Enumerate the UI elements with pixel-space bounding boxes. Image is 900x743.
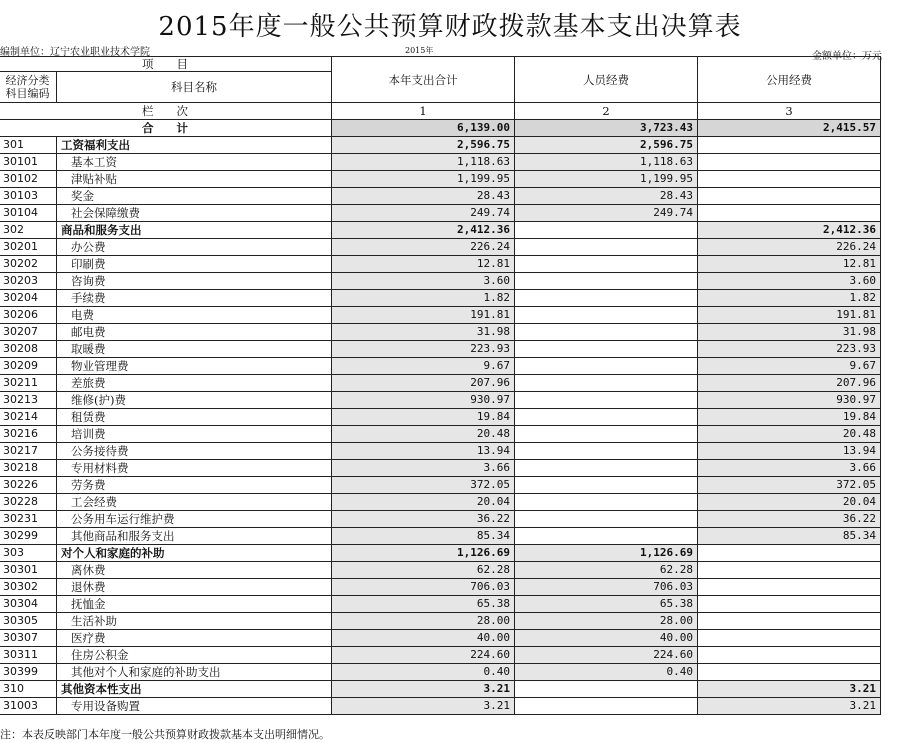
- row-subject-name: 工会经费: [57, 494, 332, 511]
- row-public: 31.98: [698, 324, 881, 341]
- row-personnel: 2,596.75: [515, 137, 698, 154]
- budget-table: [0, 56, 881, 715]
- row-code: 30216: [0, 426, 57, 443]
- column-number-row: [0, 103, 881, 120]
- column-number-3: 3: [698, 103, 881, 120]
- table-row: [0, 273, 881, 290]
- row-subject-name: 差旅费: [57, 375, 332, 392]
- table-row: [0, 613, 881, 630]
- row-code: 30301: [0, 562, 57, 579]
- personnel-header: 人员经费: [515, 57, 698, 103]
- row-total: 0.40: [332, 664, 515, 681]
- row-personnel: [515, 375, 698, 392]
- row-subject-name: 生活补助: [57, 613, 332, 630]
- row-total: 85.34: [332, 528, 515, 545]
- row-subject-name: 对个人和家庭的补助: [57, 545, 332, 562]
- table-row: [0, 154, 881, 171]
- row-total: 62.28: [332, 562, 515, 579]
- row-personnel: 224.60: [515, 647, 698, 664]
- row-personnel: [515, 290, 698, 307]
- row-subject-name: 维修(护)费: [57, 392, 332, 409]
- row-public: [698, 205, 881, 222]
- row-total: 1.82: [332, 290, 515, 307]
- row-personnel: [515, 426, 698, 443]
- row-public: 930.97: [698, 392, 881, 409]
- row-public: 3.21: [698, 698, 881, 715]
- table-row: [0, 562, 881, 579]
- table-row: [0, 256, 881, 273]
- row-public: [698, 562, 881, 579]
- row-total: 249.74: [332, 205, 515, 222]
- row-total: 706.03: [332, 579, 515, 596]
- row-public: 20.48: [698, 426, 881, 443]
- row-total: 930.97: [332, 392, 515, 409]
- table-row: [0, 341, 881, 358]
- row-subject-name: 咨询费: [57, 273, 332, 290]
- row-personnel: 28.43: [515, 188, 698, 205]
- row-subject-name: 抚恤金: [57, 596, 332, 613]
- row-public: [698, 579, 881, 596]
- row-subject-name: 退休费: [57, 579, 332, 596]
- row-personnel: 1,126.69: [515, 545, 698, 562]
- table-row: [0, 477, 881, 494]
- row-public: 226.24: [698, 239, 881, 256]
- table-row: [0, 358, 881, 375]
- row-public: 85.34: [698, 528, 881, 545]
- row-personnel: [515, 256, 698, 273]
- table-row: [0, 205, 881, 222]
- row-subject-name: 办公费: [57, 239, 332, 256]
- row-code: 30231: [0, 511, 57, 528]
- row-code: 30206: [0, 307, 57, 324]
- row-subject-name: 物业管理费: [57, 358, 332, 375]
- row-code: 30399: [0, 664, 57, 681]
- row-code: 30228: [0, 494, 57, 511]
- row-public: 36.22: [698, 511, 881, 528]
- row-public: [698, 188, 881, 205]
- header-row-project: [0, 57, 881, 72]
- row-public: 3.21: [698, 681, 881, 698]
- row-subject-name: 其他对个人和家庭的补助支出: [57, 664, 332, 681]
- row-subject-name: 印刷费: [57, 256, 332, 273]
- row-total: 1,199.95: [332, 171, 515, 188]
- row-subject-name: 公务接待费: [57, 443, 332, 460]
- row-personnel: [515, 460, 698, 477]
- row-total: 226.24: [332, 239, 515, 256]
- row-personnel: [515, 494, 698, 511]
- row-subject-name: 其他资本性支出: [57, 681, 332, 698]
- row-subject-name: 医疗费: [57, 630, 332, 647]
- row-code: 30203: [0, 273, 57, 290]
- row-subject-name: 取暖费: [57, 341, 332, 358]
- row-subject-name: 工资福利支出: [57, 137, 332, 154]
- row-code: 31003: [0, 698, 57, 715]
- year-label: 2015年: [405, 46, 434, 55]
- row-personnel: [515, 528, 698, 545]
- row-public: 223.93: [698, 341, 881, 358]
- row-total: 28.00: [332, 613, 515, 630]
- row-subject-name: 公务用车运行维护费: [57, 511, 332, 528]
- row-public: 2,412.36: [698, 222, 881, 239]
- table-row: [0, 579, 881, 596]
- row-code: 30217: [0, 443, 57, 460]
- total-header: 本年支出合计: [332, 57, 515, 103]
- row-total: 36.22: [332, 511, 515, 528]
- code-header: 经济分类科目编码: [0, 72, 57, 103]
- row-personnel: 1,199.95: [515, 171, 698, 188]
- row-code: 301: [0, 137, 57, 154]
- row-total: 31.98: [332, 324, 515, 341]
- row-total: 19.84: [332, 409, 515, 426]
- row-personnel: [515, 358, 698, 375]
- row-total: 13.94: [332, 443, 515, 460]
- row-public: 9.67: [698, 358, 881, 375]
- row-code: 30311: [0, 647, 57, 664]
- row-personnel: [515, 239, 698, 256]
- row-public: [698, 545, 881, 562]
- row-personnel: [515, 477, 698, 494]
- table-row: [0, 681, 881, 698]
- row-code: 30103: [0, 188, 57, 205]
- column-number-label: 栏 次: [0, 103, 332, 120]
- sum-total: 6,139.00: [332, 120, 515, 137]
- row-subject-name: 津贴补贴: [57, 171, 332, 188]
- row-subject-name: 基本工资: [57, 154, 332, 171]
- row-public: [698, 630, 881, 647]
- row-personnel: 249.74: [515, 205, 698, 222]
- row-subject-name: 其他商品和服务支出: [57, 528, 332, 545]
- row-code: 30226: [0, 477, 57, 494]
- row-public: 191.81: [698, 307, 881, 324]
- row-public: 3.66: [698, 460, 881, 477]
- row-personnel: [515, 511, 698, 528]
- row-total: 207.96: [332, 375, 515, 392]
- row-code: 30201: [0, 239, 57, 256]
- table-row: [0, 647, 881, 664]
- row-public: [698, 171, 881, 188]
- row-personnel: 65.38: [515, 596, 698, 613]
- row-subject-name: 专用设备购置: [57, 698, 332, 715]
- page-title: 2015年度一般公共预算财政拨款基本支出决算表: [158, 12, 742, 42]
- row-personnel: [515, 273, 698, 290]
- sum-personnel: 3,723.43: [515, 120, 698, 137]
- row-public: 1.82: [698, 290, 881, 307]
- table-row: [0, 698, 881, 715]
- table-row: [0, 239, 881, 256]
- row-total: 3.66: [332, 460, 515, 477]
- row-subject-name: 离休费: [57, 562, 332, 579]
- row-personnel: [515, 681, 698, 698]
- row-code: 30207: [0, 324, 57, 341]
- row-personnel: [515, 443, 698, 460]
- row-public: [698, 137, 881, 154]
- row-total: 40.00: [332, 630, 515, 647]
- table-row: [0, 375, 881, 392]
- sum-row: [0, 120, 881, 137]
- row-total: 9.67: [332, 358, 515, 375]
- row-code: 30202: [0, 256, 57, 273]
- row-public: 207.96: [698, 375, 881, 392]
- row-total: 2,412.36: [332, 222, 515, 239]
- row-total: 20.04: [332, 494, 515, 511]
- table-row: [0, 171, 881, 188]
- row-subject-name: 商品和服务支出: [57, 222, 332, 239]
- row-public: [698, 613, 881, 630]
- row-total: 28.43: [332, 188, 515, 205]
- row-code: 302: [0, 222, 57, 239]
- table-row: [0, 443, 881, 460]
- row-public: 19.84: [698, 409, 881, 426]
- row-personnel: 706.03: [515, 579, 698, 596]
- row-code: 30209: [0, 358, 57, 375]
- footnote: 注：本表反映部门本年度一般公共预算财政拨款基本支出明细情况。: [0, 728, 330, 741]
- row-personnel: [515, 698, 698, 715]
- row-total: 2,596.75: [332, 137, 515, 154]
- row-total: 3.21: [332, 698, 515, 715]
- table-row: [0, 324, 881, 341]
- row-code: 30208: [0, 341, 57, 358]
- row-subject-name: 住房公积金: [57, 647, 332, 664]
- compiling-unit: 编制单位：辽宁农业职业技术学院: [0, 47, 150, 58]
- row-code: 303: [0, 545, 57, 562]
- row-total: 1,126.69: [332, 545, 515, 562]
- row-public: 372.05: [698, 477, 881, 494]
- amount-unit: 金额单位：万元: [812, 51, 882, 62]
- table-row: [0, 188, 881, 205]
- row-subject-name: 社会保障缴费: [57, 205, 332, 222]
- row-subject-name: 手续费: [57, 290, 332, 307]
- row-code: 30304: [0, 596, 57, 613]
- row-personnel: 1,118.63: [515, 154, 698, 171]
- table-row: [0, 494, 881, 511]
- row-personnel: 28.00: [515, 613, 698, 630]
- row-subject-name: 电费: [57, 307, 332, 324]
- row-code: 30204: [0, 290, 57, 307]
- public-header: 公用经费: [698, 57, 881, 103]
- row-code: 30101: [0, 154, 57, 171]
- table-row: [0, 392, 881, 409]
- row-subject-name: 劳务费: [57, 477, 332, 494]
- row-personnel: [515, 341, 698, 358]
- row-code: 30305: [0, 613, 57, 630]
- row-public: 12.81: [698, 256, 881, 273]
- table-row: [0, 664, 881, 681]
- row-total: 12.81: [332, 256, 515, 273]
- row-code: 30307: [0, 630, 57, 647]
- row-personnel: 62.28: [515, 562, 698, 579]
- row-code: 30213: [0, 392, 57, 409]
- row-public: [698, 664, 881, 681]
- row-total: 224.60: [332, 647, 515, 664]
- row-public: [698, 154, 881, 171]
- row-code: 30299: [0, 528, 57, 545]
- row-total: 3.60: [332, 273, 515, 290]
- row-subject-name: 专用材料费: [57, 460, 332, 477]
- column-number-1: 1: [332, 103, 515, 120]
- row-public: [698, 596, 881, 613]
- column-number-2: 2: [515, 103, 698, 120]
- row-public: [698, 647, 881, 664]
- row-code: 30211: [0, 375, 57, 392]
- row-subject-name: 奖金: [57, 188, 332, 205]
- table-row: [0, 511, 881, 528]
- subject-name-header: 科目名称: [57, 72, 332, 103]
- table-row: [0, 409, 881, 426]
- table-row: [0, 545, 881, 562]
- row-personnel: [515, 324, 698, 341]
- row-total: 191.81: [332, 307, 515, 324]
- row-subject-name: 租赁费: [57, 409, 332, 426]
- table-row: [0, 630, 881, 647]
- table-row: [0, 528, 881, 545]
- row-total: 372.05: [332, 477, 515, 494]
- row-personnel: [515, 222, 698, 239]
- table-row: [0, 290, 881, 307]
- row-personnel: 40.00: [515, 630, 698, 647]
- row-public: 3.60: [698, 273, 881, 290]
- table-row: [0, 307, 881, 324]
- row-total: 1,118.63: [332, 154, 515, 171]
- table-row: [0, 137, 881, 154]
- row-personnel: 0.40: [515, 664, 698, 681]
- row-code: 30102: [0, 171, 57, 188]
- row-total: 223.93: [332, 341, 515, 358]
- table-row: [0, 222, 881, 239]
- row-code: 30302: [0, 579, 57, 596]
- row-code: 30214: [0, 409, 57, 426]
- sum-public: 2,415.57: [698, 120, 881, 137]
- sum-label: 合 计: [0, 120, 332, 137]
- row-personnel: [515, 409, 698, 426]
- row-total: 65.38: [332, 596, 515, 613]
- row-personnel: [515, 307, 698, 324]
- table-row: [0, 460, 881, 477]
- project-header: 项 目: [0, 57, 332, 72]
- row-public: 20.04: [698, 494, 881, 511]
- row-public: 13.94: [698, 443, 881, 460]
- row-total: 20.48: [332, 426, 515, 443]
- table-row: [0, 596, 881, 613]
- row-code: 30104: [0, 205, 57, 222]
- table-row: [0, 426, 881, 443]
- row-code: 310: [0, 681, 57, 698]
- row-subject-name: 邮电费: [57, 324, 332, 341]
- row-subject-name: 培训费: [57, 426, 332, 443]
- row-code: 30218: [0, 460, 57, 477]
- row-personnel: [515, 392, 698, 409]
- row-total: 3.21: [332, 681, 515, 698]
